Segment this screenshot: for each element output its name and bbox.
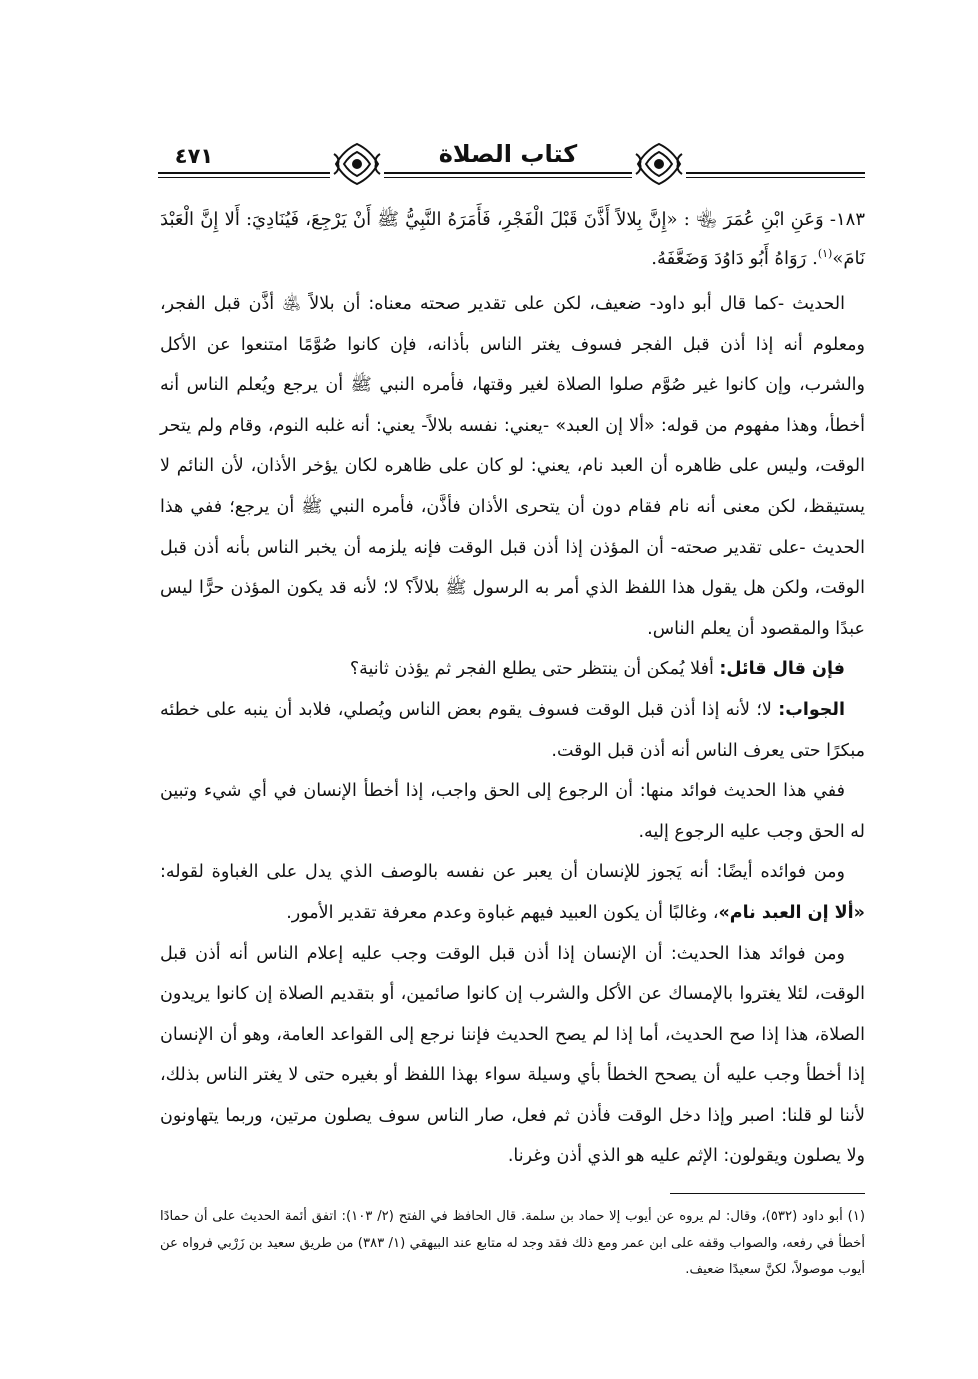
header-rule-thin: [158, 177, 865, 178]
hadith-main: ١٨٣- وَعَنِ ابْنِ عُمَرَ ﵄ : «إِنَّ بِلالاً أَذَّنَ قَبْلَ الْفَجْرِ، فَأَمَرَهُ النَّبِيُّ ﷺ أَنْ يَرْجِعَ، فَيُنَادِيَ: أَلا إِنَّ الْعَبْدَ نَامَ»: [160, 209, 865, 269]
hadith-text: [160, 200, 865, 278]
answer-label: الجواب:: [778, 699, 845, 720]
question-label: فإن قال قائل:: [719, 659, 845, 680]
paragraph-answer: [160, 690, 865, 771]
benefit-two-quote: «ألا إن العبد نام»: [718, 902, 865, 923]
page-title: كتاب الصلاة: [408, 140, 608, 168]
question-text: أفلا يُمكن أن ينتظر حتى يطلع الفجر ثم يؤذن ثانية؟: [349, 659, 720, 680]
page-number: ٤٧١: [164, 144, 224, 168]
footnote-divider: [670, 1193, 865, 1194]
hadith-tail: . رَوَاهُ أَبُو دَاوُدَ وَضَعَّفَهُ.: [651, 248, 818, 269]
page-header: [158, 140, 865, 188]
answer-text: لا؛ لأنه إذا أذن قبل الوقت فسوف يقوم بعض الناس ويُصلي، فلابد أن ينبه على خطئه مبكرًا حتى يعرف الناس أنه أذن قبل الوقت.: [160, 699, 865, 761]
header-rule: [158, 172, 865, 174]
body-text: [160, 200, 865, 1177]
paragraph-benefit-two: [160, 852, 865, 933]
benefit-two-a: ومن فوائده أيضًا: أنه يَجوز للإنسان أن يعبر عن نفسه بالوصف الذي يدل على الغباوة لقوله:: [160, 862, 845, 883]
ornament-left-icon: [330, 140, 384, 188]
benefit-two-b: ، وغالبًا أن يكون العبيد فيهم غباوة وعدم معرفة تقدير الأمور.: [286, 902, 719, 923]
ornament-right-icon: [632, 140, 686, 188]
paragraph-benefit-three: ومن فوائد هذا الحديث: أن الإنسان إذا أذن قبل الوقت وجب عليه إعلام الناس أنه أذن قبل الوقت، لئلا يغتروا بالإمساك عن الأكل والشرب إن كانوا صائمين، أو بتقديم الصلاة إن كانوا يريدون الصلاة، هذا إذا صح الحديث، أما إذا لم يصح الحديث فإننا نرجع إلى القواعد العامة، وهو أن الإنسان إذا أخطأ وجب عليه أن يصحح الخطأ بأي وسيلة سواء بهذا اللفظ أو بغيره حتى لا يغتر الناس بذلك، لأننا لو قلنا: اصبر وإذا دخل الوقت فأذن ثم فعل، صار الناس سوف يصلون مرتين، وربما يتهاونون ولا يصلون ويقولون: الإثم عليه هو الذي أذن وغرنا.: [160, 943, 865, 1167]
paragraph-explanation: الحديث -كما قال أبو داود- ضعيف، لكن على تقدير صحته معناه: أن بلالاً ﵁ أذَّن قبل الفجر، ومعلوم أنه إذا أذن قبل الفجر فسوف يغتر الناس بأذانه، فإن كانوا صُوَّمًا امتنعوا عن الأكل والشرب، وإن كانوا غير صُوَّم صلوا الصلاة لغير وقتها، فأمره النبي ﷺ أن يرجع ويُعلم الناس أنه أخطأ، وهذا مفهوم من قوله: «ألا إن العبد» -يعني: نفسه بلالاً- يعني: أنه غلبه النوم، وقام ولم يتحر الوقت، وليس على ظاهره أن العبد نام، يعني: لو كان على ظاهره لكان يؤخر الأذان، لأن النائم لا يستيقظ، لكن معنى أنه نام فقام دون أن يتحرى الأذان فأذَّن، فأمره النبي ﷺ أن يرجع؛ ففي هذا الحديث -على تقدير صحته- أن المؤذن إذا أذن قبل الوقت فإنه يلزمه أن يخبر الناس بأنه أذن قبل الوقت، ولكن هل يقول هذا اللفظ الذي أمر به الرسول ﷺ بلالاً؟ لا؛ لأنه قد يكون المؤذن حرًّا ليس عبدًا والمقصود أن يعلم الناس.: [160, 294, 865, 639]
footnote: (١) أبو داود (٥٣٢)، وقال: لم يروه عن أيوب إلا حماد بن سلمة. قال الحافظ في الفتح (٢/ ١٠٣): اتفق أئمة الحديث على أن حمادًا أخطأ في رفعه، والصواب وقفه على ابن عمر ومع ذلك فقد وجد له متابع عند البيهقي (١/ ٣٨٣) من طريق سعيد بن زَرْبي فرواه عن أيوب موصولاً، لكنَّ سعيدًا ضعيف.: [160, 1209, 865, 1277]
footnote-ref: (١): [817, 247, 833, 260]
paragraph-benefits: ففي هذا الحديث فوائد منها: أن الرجوع إلى الحق واجب، إذا أخطأ الإنسان في أي شيء وتبين له الحق وجب عليه الرجوع إليه.: [160, 781, 865, 842]
paragraph-question: [160, 649, 865, 690]
